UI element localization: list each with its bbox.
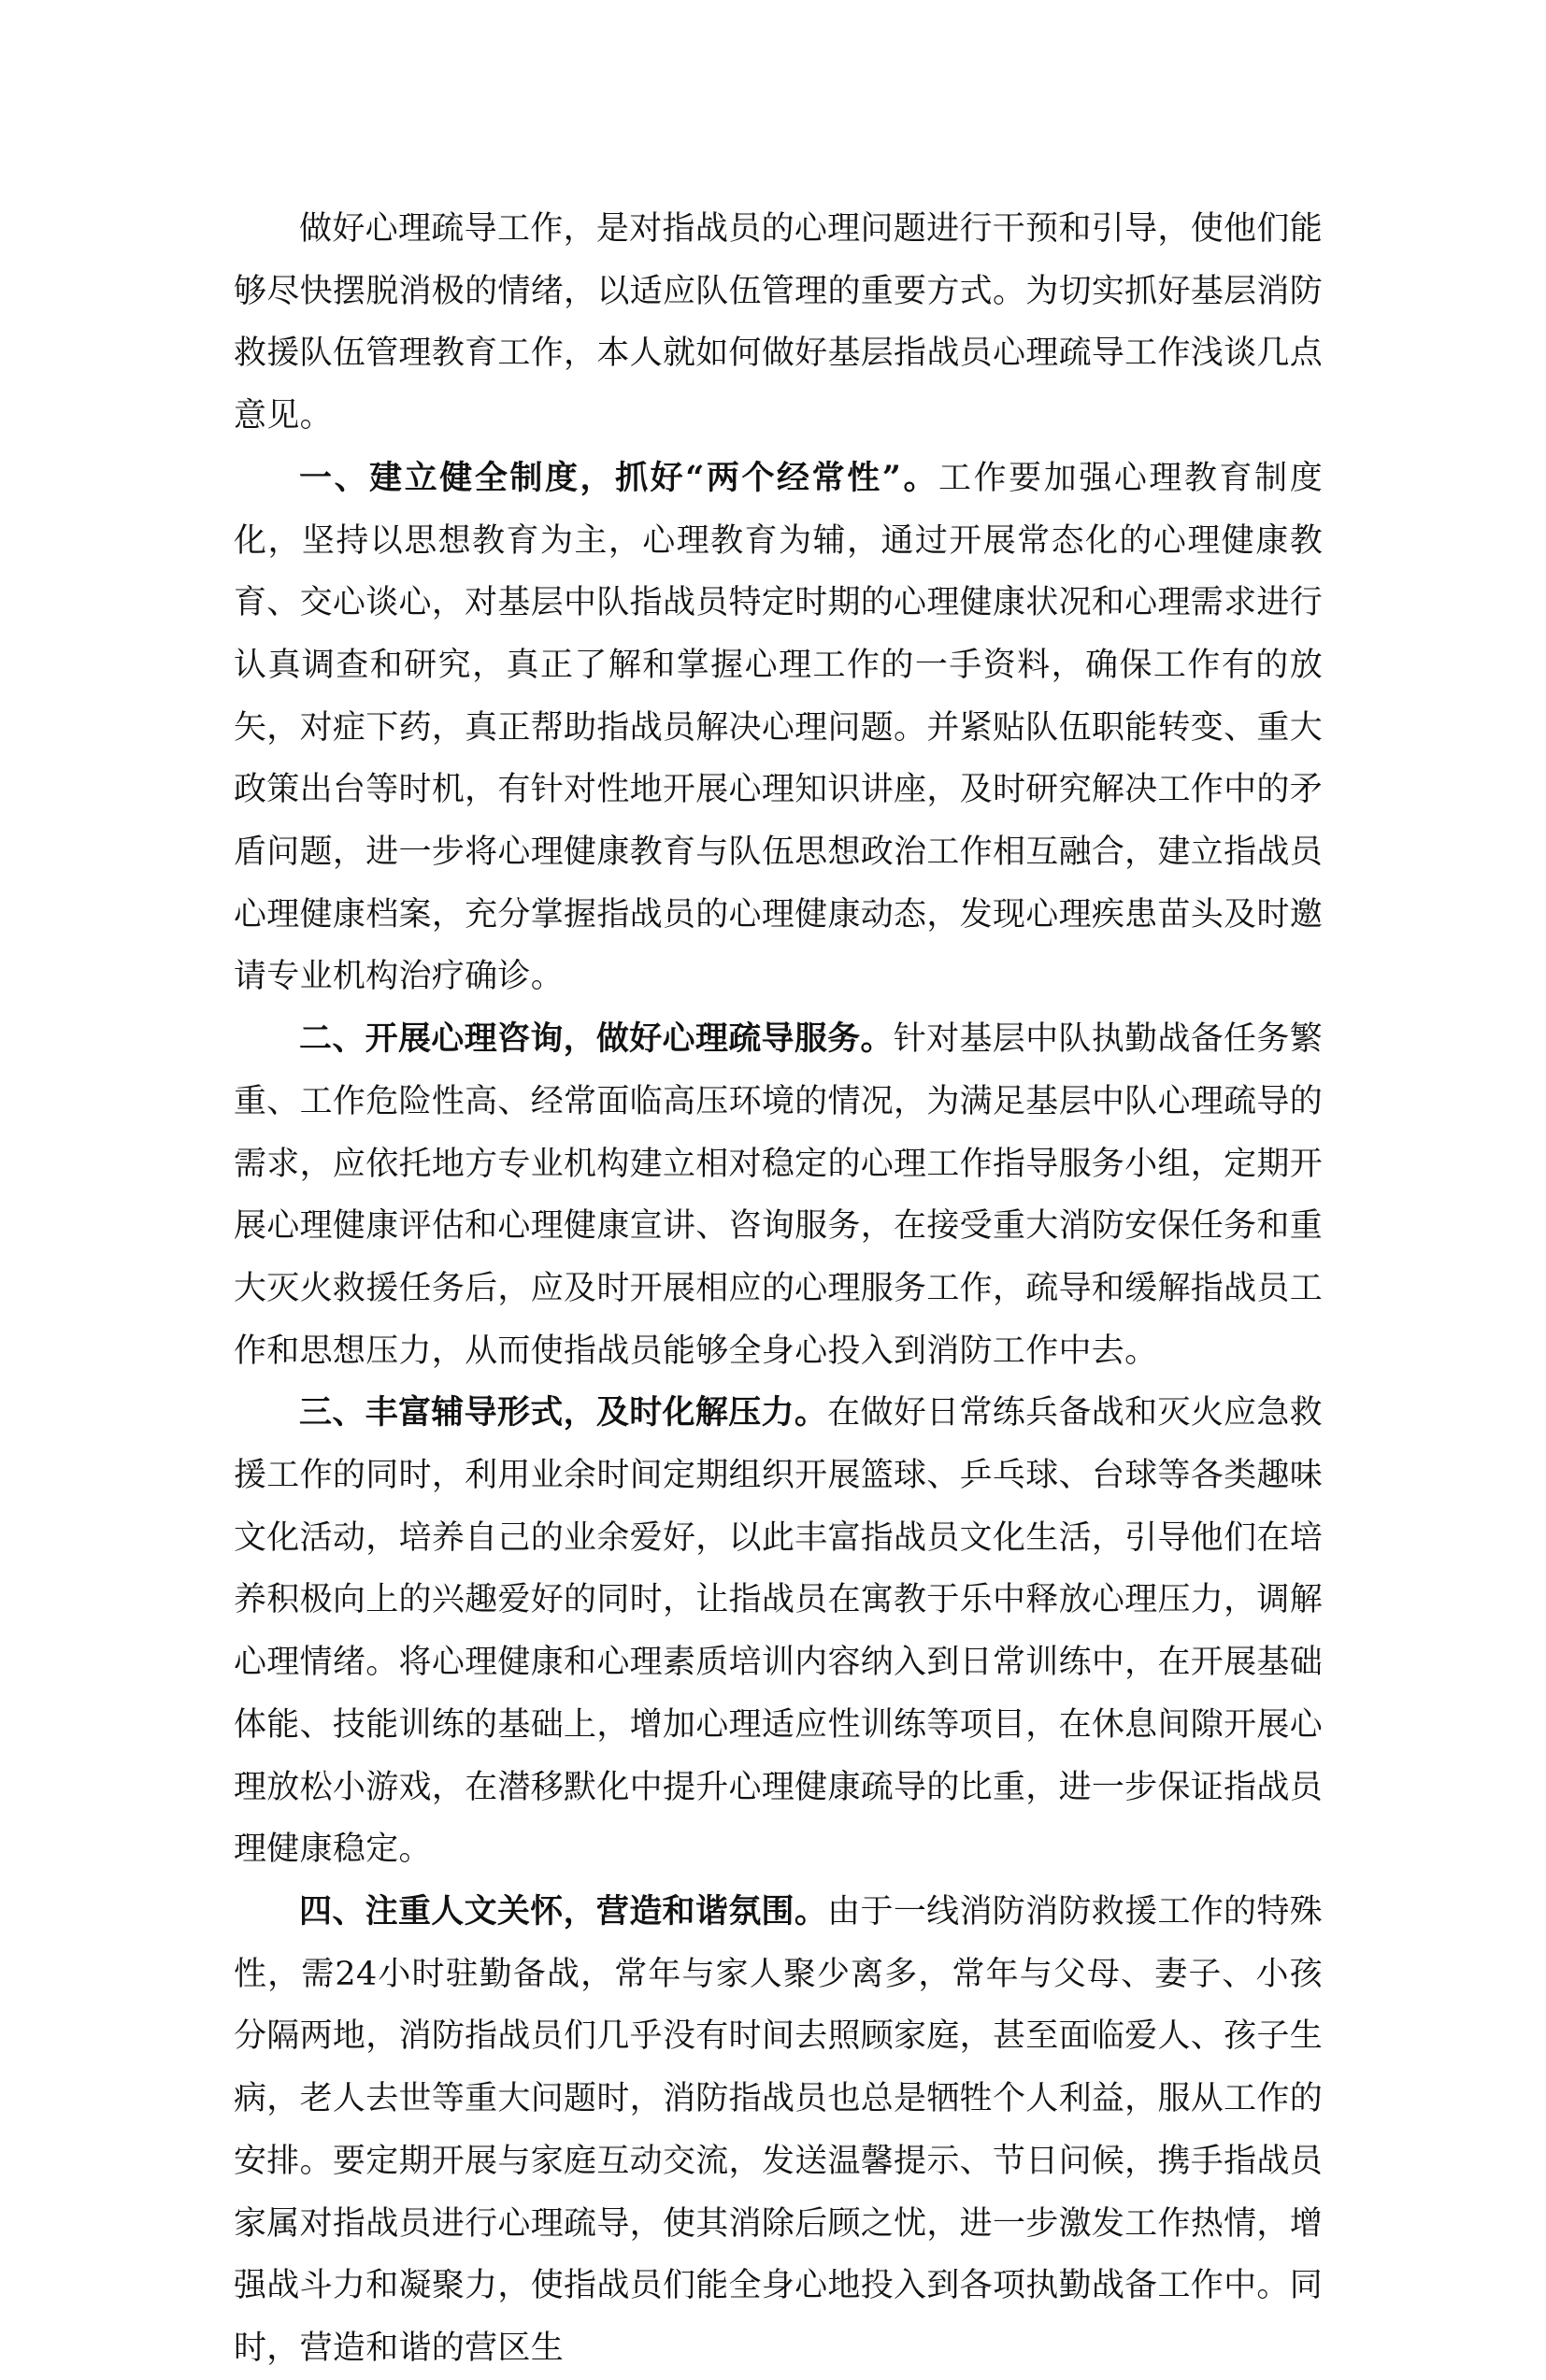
section-3-paragraph bbox=[234, 1382, 1323, 1881]
section-4-heading: 四、注重人文关怀，营造和谐氛围。 bbox=[299, 1891, 828, 1931]
intro-paragraph bbox=[234, 198, 1323, 448]
section-1-paragraph bbox=[234, 448, 1323, 1008]
section-3-text: 在做好日常练兵备战和灭火应急救援工作的同时，利用业余时间定期组织开展篮球、乒乓球、台球等各类趣味文化活动，培养自己的业余爱好，以此丰富指战员文化生活，引导他们在培养积极向上的兴趣爱好的同时，让指战员在寓教于乐中释放心理压力，调解心理情绪。将心理健康和心理素质培训内容纳入到日常训练中，在开展基础体能、技能训练的基础上，增加心理适应性训练等项目，在休息间隙开展心理放松小游戏，在潜移默化中提升心理健康疏导的比重，进一步保证指战员理健康稳定。 bbox=[234, 1394, 1323, 1869]
section-2-paragraph bbox=[234, 1008, 1323, 1382]
section-4-paragraph bbox=[234, 1881, 1323, 2380]
section-1-heading: 一、建立健全制度，抓好“两个经常性”。 bbox=[299, 458, 939, 497]
section-2-text: 针对基层中队执勤战备任务繁重、工作危险性高、经常面临高压环境的情况，为满足基层中队心理疏导的需求，应依托地方专业机构建立相对稳定的心理工作指导服务小组，定期开展心理健康评估和心理健康宣讲、咨询服务，在接受重大消防安保任务和重大灭火救援任务后，应及时开展相应的心理服务工作，疏导和缓解指战员工作和思想压力，从而使指战员能够全身心投入到消防工作中去。 bbox=[234, 1020, 1324, 1370]
intro-paragraph-text: 做好心理疏导工作，是对指战员的心理问题进行干预和引导，使他们能够尽快摆脱消极的情绪，以适应队伍管理的重要方式。为切实抓好基层消防救援队伍管理教育工作，本人就如何做好基层指战员心理疏导工作浅谈几点意见。 bbox=[234, 210, 1323, 435]
document-body bbox=[234, 198, 1323, 2380]
section-2-heading: 二、开展心理咨询，做好心理疏导服务。 bbox=[299, 1019, 894, 1059]
section-4-text: 由于一线消防消防救援工作的特殊性，需24小时驻勤备战，常年与家人聚少离多，常年与父母、妻子、小孩分隔两地，消防指战员们几乎没有时间去照顾家庭，甚至面临爱人、孩子生病，老人去世等重大问题时，消防指战员也总是牺牲个人利益，服从工作的安排。要定期开展与家庭互动交流，发送温馨提示、节日问候，携手指战员家属对指战员进行心理疏导，使其消除后顾之忧，进一步激发工作热情，增强战斗力和凝聚力，使指战员们能全身心地投入到各项执勤战备工作中。同时，营造和谐的营区生 bbox=[234, 1892, 1323, 2367]
section-1-text: 工作要加强心理教育制度化，坚持以思想教育为主，心理教育为辅，通过开展常态化的心理健康教育、交心谈心，对基层中队指战员特定时期的心理健康状况和心理需求进行认真调查和研究，真正了解和掌握心理工作的一手资料，确保工作有的放矢，对症下药，真正帮助指战员解决心理问题。并紧贴队伍职能转变、重大政策出台等时机，有针对性地开展心理知识讲座，及时研究解决工作中的矛盾问题，进一步将心理健康教育与队伍思想政治工作相互融合，建立指战员心理健康档案，充分掌握指战员的心理健康动态，发现心理疾患苗头及时邀请专业机构治疗确诊。 bbox=[234, 459, 1323, 996]
section-3-heading: 三、丰富辅导形式，及时化解压力。 bbox=[299, 1393, 828, 1432]
